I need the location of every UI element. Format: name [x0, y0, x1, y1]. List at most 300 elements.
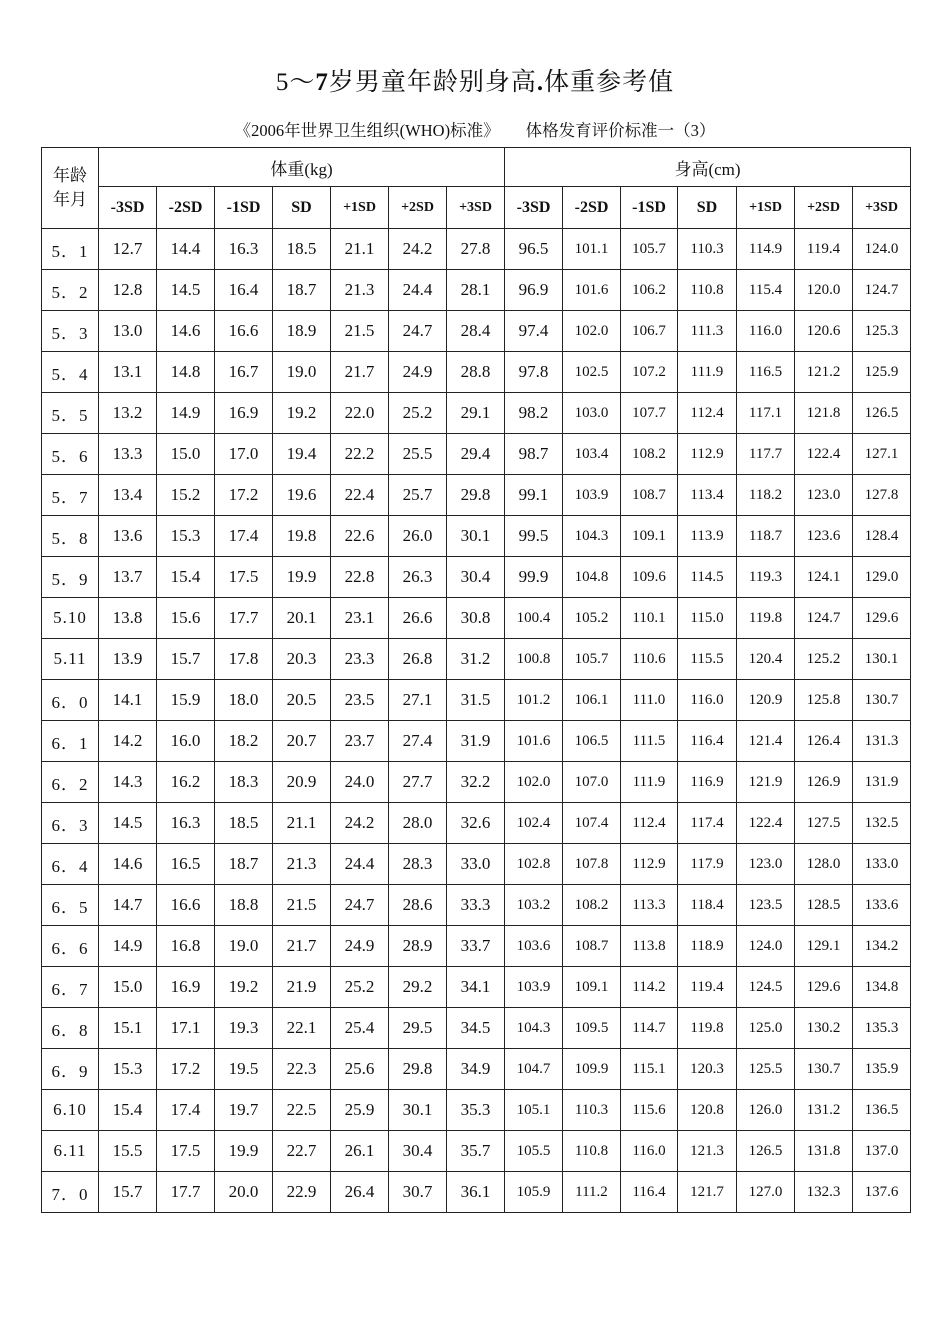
weight-cell: 18.5 — [215, 803, 273, 844]
height-cell: 120.6 — [795, 311, 853, 352]
height-cell: 99.9 — [505, 557, 563, 598]
height-cell: 125.2 — [795, 639, 853, 680]
weight-cell: 17.1 — [157, 1008, 215, 1049]
height-cell: 99.5 — [505, 516, 563, 557]
weight-cell: 29.8 — [389, 1049, 447, 1090]
weight-cell: 28.1 — [447, 270, 505, 311]
weight-cell: 14.5 — [99, 803, 157, 844]
height-cell: 136.5 — [853, 1090, 911, 1131]
height-cell: 119.8 — [678, 1008, 737, 1049]
height-cell: 123.0 — [737, 844, 795, 885]
weight-cell: 34.1 — [447, 967, 505, 1008]
height-cell: 106.5 — [563, 721, 621, 762]
table-row — [42, 352, 911, 393]
weight-col-header: -3SD — [99, 187, 157, 229]
height-cell: 101.6 — [505, 721, 563, 762]
table-row — [42, 1172, 911, 1213]
weight-cell: 19.2 — [273, 393, 331, 434]
height-col-header: SD — [678, 187, 737, 229]
height-cell: 133.0 — [853, 844, 911, 885]
weight-cell: 22.1 — [273, 1008, 331, 1049]
table-row — [42, 1131, 911, 1172]
height-cell: 117.9 — [678, 844, 737, 885]
weight-cell: 29.2 — [389, 967, 447, 1008]
age-cell: 6．8 — [42, 1008, 99, 1049]
weight-cell: 28.6 — [389, 885, 447, 926]
table-row — [42, 721, 911, 762]
weight-cell: 16.4 — [215, 270, 273, 311]
height-cell: 103.4 — [563, 434, 621, 475]
height-cell: 131.9 — [853, 762, 911, 803]
height-col-header: -3SD — [505, 187, 563, 229]
height-cell: 110.8 — [678, 270, 737, 311]
height-cell: 111.3 — [678, 311, 737, 352]
height-cell: 124.0 — [737, 926, 795, 967]
weight-cell: 15.0 — [99, 967, 157, 1008]
weight-cell: 18.9 — [273, 311, 331, 352]
weight-cell: 30.1 — [389, 1090, 447, 1131]
weight-cell: 29.4 — [447, 434, 505, 475]
height-cell: 118.2 — [737, 475, 795, 516]
height-cell: 109.9 — [563, 1049, 621, 1090]
weight-cell: 31.9 — [447, 721, 505, 762]
height-cell: 101.2 — [505, 680, 563, 721]
weight-cell: 29.1 — [447, 393, 505, 434]
height-cell: 120.0 — [795, 270, 853, 311]
weight-cell: 15.7 — [99, 1172, 157, 1213]
weight-cell: 16.9 — [215, 393, 273, 434]
height-cell: 118.9 — [678, 926, 737, 967]
height-cell: 125.8 — [795, 680, 853, 721]
weight-cell: 14.3 — [99, 762, 157, 803]
height-cell: 120.8 — [678, 1090, 737, 1131]
height-cell: 129.6 — [853, 598, 911, 639]
weight-cell: 15.1 — [99, 1008, 157, 1049]
weight-cell: 23.3 — [331, 639, 389, 680]
height-cell: 119.4 — [795, 229, 853, 270]
weight-cell: 15.0 — [157, 434, 215, 475]
weight-cell: 13.7 — [99, 557, 157, 598]
height-cell: 98.7 — [505, 434, 563, 475]
weight-cell: 15.4 — [157, 557, 215, 598]
height-cell: 111.9 — [621, 762, 678, 803]
weight-cell: 21.3 — [273, 844, 331, 885]
weight-cell: 25.2 — [389, 393, 447, 434]
weight-cell: 18.7 — [273, 270, 331, 311]
weight-cell: 18.5 — [273, 229, 331, 270]
weight-cell: 21.7 — [331, 352, 389, 393]
height-cell: 132.5 — [853, 803, 911, 844]
weight-cell: 28.0 — [389, 803, 447, 844]
weight-cell: 15.5 — [99, 1131, 157, 1172]
weight-cell: 14.6 — [99, 844, 157, 885]
height-cell: 96.9 — [505, 270, 563, 311]
weight-cell: 14.4 — [157, 229, 215, 270]
weight-cell: 14.9 — [99, 926, 157, 967]
height-cell: 130.7 — [853, 680, 911, 721]
page-title: 5～7岁男童年龄别身高.体重参考值 — [275, 69, 675, 96]
height-cell: 101.1 — [563, 229, 621, 270]
weight-cell: 33.0 — [447, 844, 505, 885]
weight-cell: 35.7 — [447, 1131, 505, 1172]
weight-cell: 24.4 — [389, 270, 447, 311]
height-cell: 109.6 — [621, 557, 678, 598]
table-row — [42, 311, 911, 352]
weight-cell: 15.3 — [157, 516, 215, 557]
weight-cell: 19.2 — [215, 967, 273, 1008]
weight-cell: 19.3 — [215, 1008, 273, 1049]
height-cell: 124.5 — [737, 967, 795, 1008]
height-cell: 105.7 — [621, 229, 678, 270]
height-cell: 114.9 — [737, 229, 795, 270]
height-cell: 103.6 — [505, 926, 563, 967]
weight-cell: 16.6 — [215, 311, 273, 352]
height-cell: 119.8 — [737, 598, 795, 639]
weight-cell: 21.9 — [273, 967, 331, 1008]
height-col-header: -1SD — [621, 187, 678, 229]
age-cell: 5．7 — [42, 475, 99, 516]
height-cell: 108.2 — [621, 434, 678, 475]
table-row — [42, 967, 911, 1008]
height-cell: 117.1 — [737, 393, 795, 434]
height-cell: 112.4 — [621, 803, 678, 844]
weight-cell: 28.3 — [389, 844, 447, 885]
table-row — [42, 393, 911, 434]
weight-col-header: -2SD — [157, 187, 215, 229]
weight-cell: 21.1 — [331, 229, 389, 270]
height-cell: 105.9 — [505, 1172, 563, 1213]
age-cell: 5．5 — [42, 393, 99, 434]
height-cell: 102.8 — [505, 844, 563, 885]
age-cell: 5.11 — [42, 639, 99, 680]
height-cell: 130.1 — [853, 639, 911, 680]
weight-cell: 16.5 — [157, 844, 215, 885]
weight-cell: 18.2 — [215, 721, 273, 762]
age-cell: 5．2 — [42, 270, 99, 311]
height-cell: 110.1 — [621, 598, 678, 639]
weight-cell: 29.5 — [389, 1008, 447, 1049]
height-cell: 115.1 — [621, 1049, 678, 1090]
height-cell: 96.5 — [505, 229, 563, 270]
height-cell: 127.8 — [853, 475, 911, 516]
height-cell: 107.0 — [563, 762, 621, 803]
age-cell: 6．6 — [42, 926, 99, 967]
height-cell: 116.0 — [737, 311, 795, 352]
height-cell: 128.5 — [795, 885, 853, 926]
height-cell: 117.7 — [737, 434, 795, 475]
height-cell: 119.3 — [737, 557, 795, 598]
weight-cell: 22.5 — [273, 1090, 331, 1131]
weight-cell: 14.2 — [99, 721, 157, 762]
subtitle-standard: 《2006年世界卫生组织(WHO)标准》 — [234, 121, 500, 140]
weight-cell: 35.3 — [447, 1090, 505, 1131]
height-cell: 121.3 — [678, 1131, 737, 1172]
height-cell: 135.3 — [853, 1008, 911, 1049]
height-cell: 127.1 — [853, 434, 911, 475]
weight-cell: 25.4 — [331, 1008, 389, 1049]
height-cell: 103.9 — [505, 967, 563, 1008]
weight-cell: 36.1 — [447, 1172, 505, 1213]
weight-cell: 18.7 — [215, 844, 273, 885]
weight-cell: 24.9 — [389, 352, 447, 393]
height-cell: 110.6 — [621, 639, 678, 680]
table-row — [42, 1090, 911, 1131]
height-cell: 132.3 — [795, 1172, 853, 1213]
height-cell: 115.5 — [678, 639, 737, 680]
age-cell: 5．8 — [42, 516, 99, 557]
height-cell: 121.2 — [795, 352, 853, 393]
height-cell: 129.1 — [795, 926, 853, 967]
weight-cell: 13.3 — [99, 434, 157, 475]
table-row — [42, 680, 911, 721]
table-row — [42, 229, 911, 270]
height-cell: 123.5 — [737, 885, 795, 926]
height-cell: 108.2 — [563, 885, 621, 926]
weight-cell: 33.7 — [447, 926, 505, 967]
weight-cell: 13.2 — [99, 393, 157, 434]
height-group-header: 身高(cm) — [505, 148, 911, 187]
height-cell: 124.1 — [795, 557, 853, 598]
weight-cell: 16.2 — [157, 762, 215, 803]
weight-cell: 13.8 — [99, 598, 157, 639]
weight-col-header: +1SD — [331, 187, 389, 229]
weight-cell: 13.6 — [99, 516, 157, 557]
table-row — [42, 762, 911, 803]
height-col-header: +2SD — [795, 187, 853, 229]
weight-cell: 15.7 — [157, 639, 215, 680]
height-cell: 137.0 — [853, 1131, 911, 1172]
height-cell: 108.7 — [563, 926, 621, 967]
age-cell: 6．0 — [42, 680, 99, 721]
weight-cell: 16.7 — [215, 352, 273, 393]
weight-cell: 26.8 — [389, 639, 447, 680]
height-cell: 129.6 — [795, 967, 853, 1008]
age-cell: 6．2 — [42, 762, 99, 803]
height-cell: 125.0 — [737, 1008, 795, 1049]
table-row — [42, 270, 911, 311]
weight-cell: 27.8 — [447, 229, 505, 270]
height-cell: 111.0 — [621, 680, 678, 721]
height-cell: 126.9 — [795, 762, 853, 803]
weight-cell: 31.2 — [447, 639, 505, 680]
weight-cell: 15.6 — [157, 598, 215, 639]
weight-cell: 22.7 — [273, 1131, 331, 1172]
height-cell: 113.4 — [678, 475, 737, 516]
weight-cell: 19.7 — [215, 1090, 273, 1131]
weight-cell: 23.1 — [331, 598, 389, 639]
weight-cell: 16.0 — [157, 721, 215, 762]
height-cell: 126.5 — [737, 1131, 795, 1172]
weight-cell: 20.7 — [273, 721, 331, 762]
height-cell: 116.9 — [678, 762, 737, 803]
table-row — [42, 1008, 911, 1049]
weight-cell: 32.6 — [447, 803, 505, 844]
height-cell: 130.7 — [795, 1049, 853, 1090]
table-row — [42, 434, 911, 475]
height-cell: 104.3 — [505, 1008, 563, 1049]
weight-cell: 17.2 — [215, 475, 273, 516]
age-cell: 6.11 — [42, 1131, 99, 1172]
height-cell: 133.6 — [853, 885, 911, 926]
weight-cell: 31.5 — [447, 680, 505, 721]
height-cell: 109.5 — [563, 1008, 621, 1049]
weight-cell: 16.9 — [157, 967, 215, 1008]
weight-cell: 33.3 — [447, 885, 505, 926]
age-cell: 5．6 — [42, 434, 99, 475]
table-row — [42, 803, 911, 844]
weight-group-header: 体重(kg) — [99, 148, 505, 187]
weight-cell: 24.0 — [331, 762, 389, 803]
age-cell: 5.10 — [42, 598, 99, 639]
weight-cell: 14.7 — [99, 885, 157, 926]
height-cell: 134.8 — [853, 967, 911, 1008]
height-cell: 134.2 — [853, 926, 911, 967]
height-cell: 129.0 — [853, 557, 911, 598]
height-cell: 109.1 — [563, 967, 621, 1008]
weight-cell: 26.6 — [389, 598, 447, 639]
height-cell: 106.1 — [563, 680, 621, 721]
weight-cell: 12.7 — [99, 229, 157, 270]
weight-cell: 22.8 — [331, 557, 389, 598]
weight-cell: 30.4 — [447, 557, 505, 598]
weight-cell: 16.3 — [157, 803, 215, 844]
weight-cell: 30.4 — [389, 1131, 447, 1172]
table-row — [42, 639, 911, 680]
weight-cell: 30.7 — [389, 1172, 447, 1213]
height-cell: 107.2 — [621, 352, 678, 393]
height-col-header: +1SD — [737, 187, 795, 229]
height-cell: 113.9 — [678, 516, 737, 557]
weight-cell: 22.4 — [331, 475, 389, 516]
height-cell: 118.7 — [737, 516, 795, 557]
weight-cell: 28.4 — [447, 311, 505, 352]
weight-cell: 19.4 — [273, 434, 331, 475]
height-cell: 103.0 — [563, 393, 621, 434]
weight-cell: 14.6 — [157, 311, 215, 352]
height-cell: 114.5 — [678, 557, 737, 598]
weight-cell: 32.2 — [447, 762, 505, 803]
height-cell: 131.8 — [795, 1131, 853, 1172]
height-cell: 115.4 — [737, 270, 795, 311]
reference-table — [41, 147, 911, 1213]
height-cell: 102.4 — [505, 803, 563, 844]
weight-cell: 28.8 — [447, 352, 505, 393]
weight-cell: 34.9 — [447, 1049, 505, 1090]
height-cell: 97.8 — [505, 352, 563, 393]
height-cell: 130.2 — [795, 1008, 853, 1049]
weight-cell: 18.0 — [215, 680, 273, 721]
weight-cell: 25.5 — [389, 434, 447, 475]
age-cell: 6．9 — [42, 1049, 99, 1090]
height-cell: 110.3 — [678, 229, 737, 270]
height-cell: 126.5 — [853, 393, 911, 434]
weight-cell: 12.8 — [99, 270, 157, 311]
height-cell: 127.0 — [737, 1172, 795, 1213]
age-cell: 7．0 — [42, 1172, 99, 1213]
weight-cell: 13.9 — [99, 639, 157, 680]
weight-cell: 22.9 — [273, 1172, 331, 1213]
height-cell: 121.8 — [795, 393, 853, 434]
weight-cell: 21.5 — [331, 311, 389, 352]
weight-cell: 23.5 — [331, 680, 389, 721]
height-cell: 123.0 — [795, 475, 853, 516]
weight-col-header: +3SD — [447, 187, 505, 229]
table-row — [42, 516, 911, 557]
weight-cell: 22.6 — [331, 516, 389, 557]
age-cell: 5．9 — [42, 557, 99, 598]
height-cell: 114.2 — [621, 967, 678, 1008]
weight-cell: 24.4 — [331, 844, 389, 885]
weight-cell: 18.3 — [215, 762, 273, 803]
height-cell: 115.0 — [678, 598, 737, 639]
weight-cell: 26.4 — [331, 1172, 389, 1213]
height-cell: 124.7 — [853, 270, 911, 311]
height-cell: 98.2 — [505, 393, 563, 434]
height-cell: 105.1 — [505, 1090, 563, 1131]
weight-col-header: SD — [273, 187, 331, 229]
height-cell: 131.3 — [853, 721, 911, 762]
weight-cell: 17.4 — [157, 1090, 215, 1131]
weight-cell: 27.1 — [389, 680, 447, 721]
height-cell: 137.6 — [853, 1172, 911, 1213]
age-header: 年龄 年月 — [42, 148, 99, 229]
weight-cell: 29.8 — [447, 475, 505, 516]
height-cell: 121.9 — [737, 762, 795, 803]
weight-cell: 18.8 — [215, 885, 273, 926]
height-cell: 120.3 — [678, 1049, 737, 1090]
weight-cell: 19.5 — [215, 1049, 273, 1090]
weight-cell: 24.9 — [331, 926, 389, 967]
weight-cell: 24.2 — [389, 229, 447, 270]
height-cell: 126.4 — [795, 721, 853, 762]
height-cell: 105.2 — [563, 598, 621, 639]
height-cell: 116.0 — [621, 1131, 678, 1172]
weight-cell: 17.2 — [157, 1049, 215, 1090]
weight-cell: 25.6 — [331, 1049, 389, 1090]
height-cell: 100.8 — [505, 639, 563, 680]
height-cell: 119.4 — [678, 967, 737, 1008]
height-cell: 107.4 — [563, 803, 621, 844]
age-cell: 6．4 — [42, 844, 99, 885]
weight-cell: 22.0 — [331, 393, 389, 434]
weight-cell: 17.8 — [215, 639, 273, 680]
subtitle-section: 体格发育评价标准一（3） — [525, 121, 716, 140]
weight-cell: 21.7 — [273, 926, 331, 967]
weight-cell: 13.4 — [99, 475, 157, 516]
height-cell: 116.0 — [678, 680, 737, 721]
age-cell: 6．1 — [42, 721, 99, 762]
height-cell: 128.0 — [795, 844, 853, 885]
weight-cell: 24.2 — [331, 803, 389, 844]
height-cell: 110.3 — [563, 1090, 621, 1131]
height-cell: 113.8 — [621, 926, 678, 967]
height-cell: 122.4 — [737, 803, 795, 844]
weight-cell: 16.6 — [157, 885, 215, 926]
table-row — [42, 598, 911, 639]
height-cell: 121.4 — [737, 721, 795, 762]
height-cell: 124.7 — [795, 598, 853, 639]
height-cell: 104.7 — [505, 1049, 563, 1090]
height-cell: 122.4 — [795, 434, 853, 475]
age-cell: 5．3 — [42, 311, 99, 352]
height-cell: 102.5 — [563, 352, 621, 393]
weight-cell: 24.7 — [331, 885, 389, 926]
weight-cell: 25.7 — [389, 475, 447, 516]
weight-cell: 17.7 — [157, 1172, 215, 1213]
weight-cell: 14.5 — [157, 270, 215, 311]
height-cell: 135.9 — [853, 1049, 911, 1090]
height-cell: 116.4 — [678, 721, 737, 762]
